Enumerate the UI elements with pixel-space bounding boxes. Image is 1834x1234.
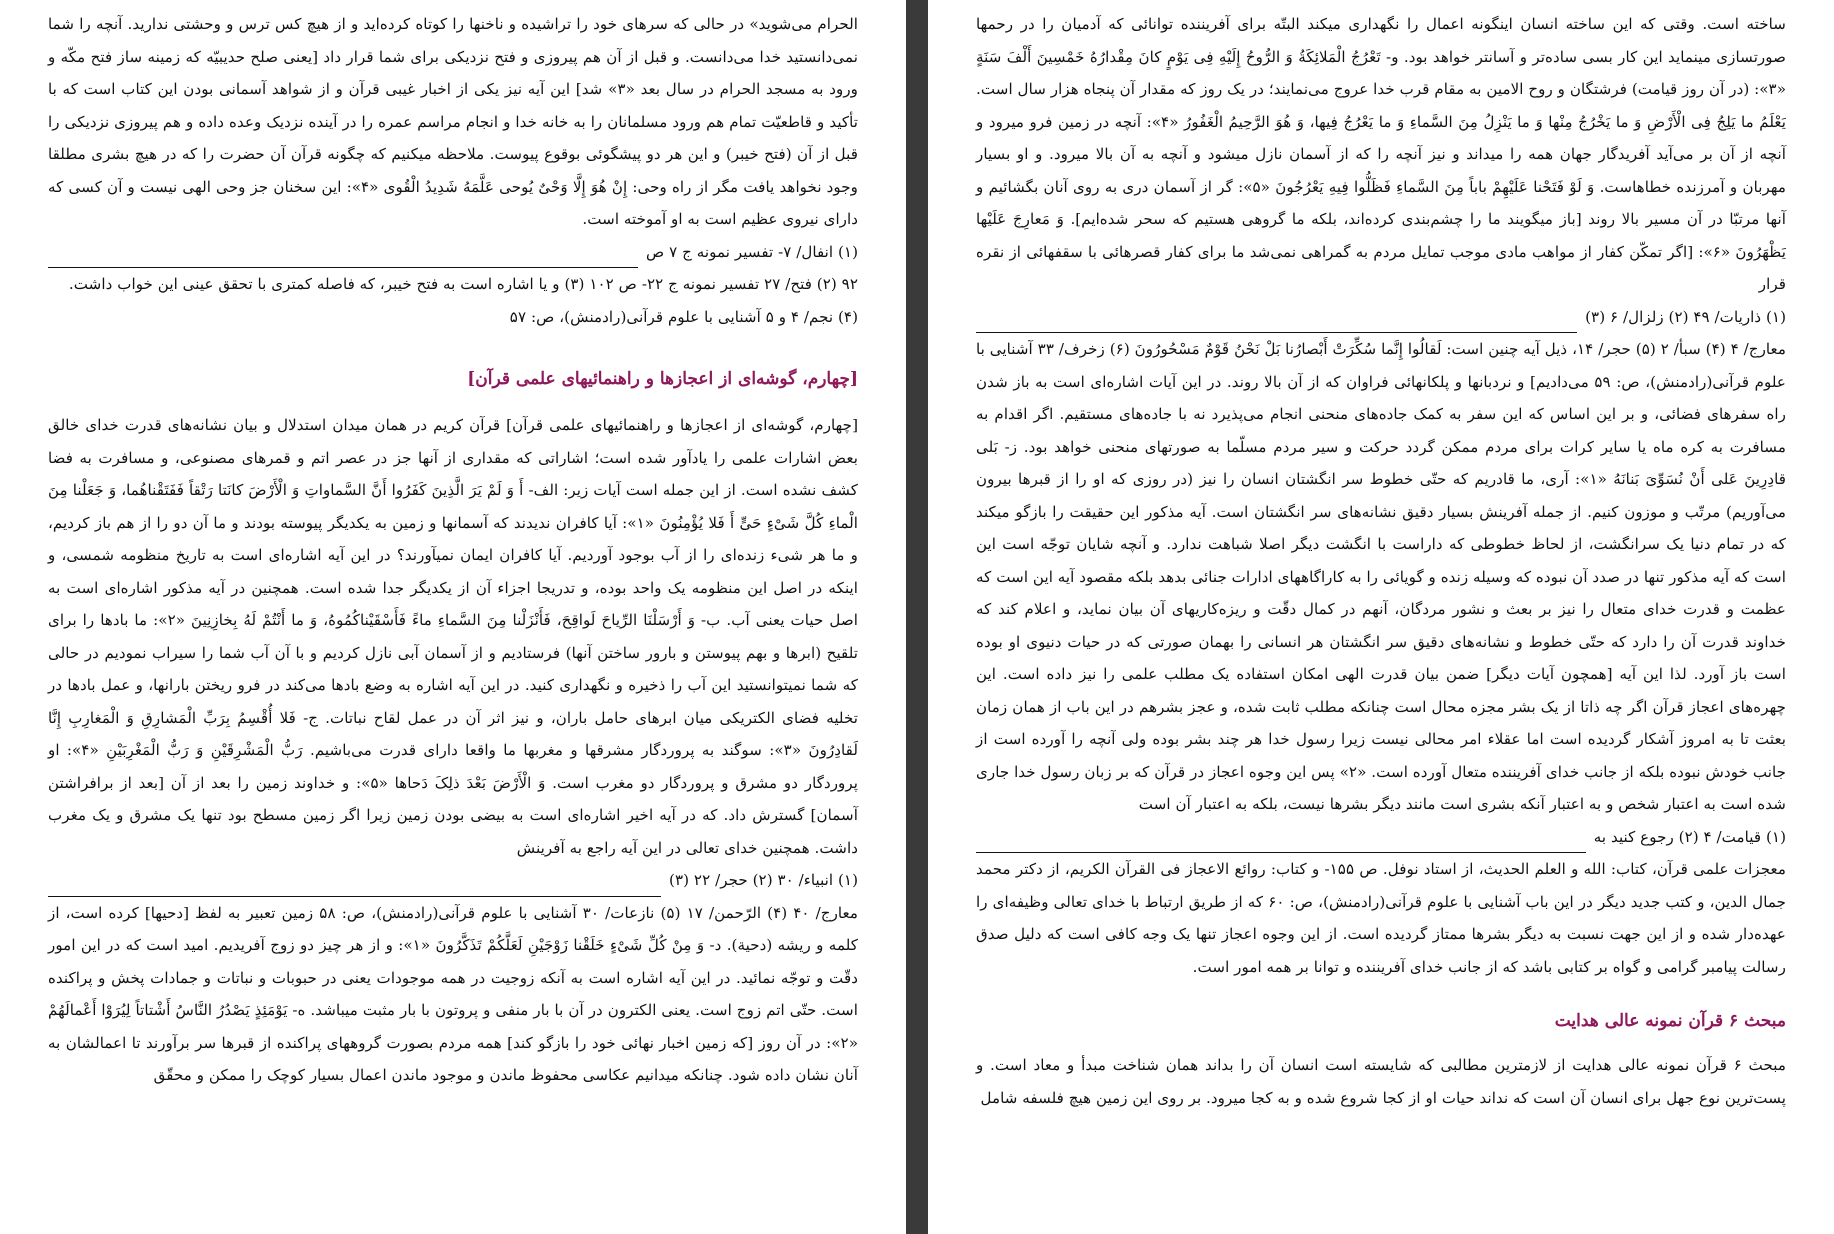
right-section-heading: مبحث ۶ قرآن نمونه عالی هدایت [1554,1011,1786,1031]
left-footnote-rule-1 [48,236,858,269]
left-page [0,0,906,1234]
footnote-divider [976,834,1586,853]
left-footnote-3: (۴) نجم/ ۴ و ۵ آشنایی با علوم قرآنی(رادمنش)، ص: ۵۷ [509,307,858,326]
left-paragraph-top: الحرام می‌شوید» در حالی که سرهای خود را تراشیده و ناخنها را کوتاه کرده‌اید و از هیچ کس ترس و وحشتی ندارید. آنچه را شما نمی‌دانستید خدا می‌دانست. و قبل از آن هم پیروزی و فتح نزدیکی برای شما قرار داد [یعنی صلح حدیبیّه که زمینه ساز فتح مکّه و ورود به مسجد الحرام در سال بعد «۳» شد] این آیه نیز یکی از اخبار غیبی قرآن و از شواهد آسمانی بودن این کتاب است که با تأکید و قاطعیّت تمام هم ورود مسلمانان را به خانه خدا و انجام مراسم عمره را در آینده نزدیک وعده داده و هم پیروزی نزدیکی را قبل از آن (فتح خیبر) و این هر دو پیشگوئی بوقوع پیوست. ملاحظه میکنیم که چگونه قرآن آن حضرت را که در هیچ بشری مطلقا وجود نخواهد یافت مگر از راه وحی: إِنْ هُوَ إِلَّا وَحْیٌ یُوحی عَلَّمَهُ شَدِیدُ الْقُوی «۴»: این سخنان جز وحی الهی نیست و آن کسی که دارای نیروی عظیم است به او آموخته است. [48,15,858,228]
left-footnote-1: (۱) انفال/ ۷- تفسیر نمونه ج ۷ ص [645,242,858,261]
left-page-content [48,8,858,1234]
right-body-3: معجزات علمی قرآن، کتاب: الله و العلم الحدیث، از استاد نوفل. ص ۱۵۵- و کتاب: روائع الاعجاز فی القرآن الکریم، از دکتر محمد جمال الدین، و کتب جدید دیگر در این باب آشنایی با علوم قرآنی(رادمنش)، ص: ۶۰ که از طریق ارتباط با خدای تعالی وظیفه‌ای را عهده‌دار شده و از این جهت نسبت به دیگر بشرها ممتاز گردیده است. از این وجوه اعجاز تنها یک وجه کافی است که دلیل صدق رسالت پیامبر گرامی و گواه بر کتابی باشد که از جانب خدای آفریننده و توانا بر همه امور است. [976,860,1786,976]
right-footnote-rule-2 [976,821,1786,854]
right-page-content [976,8,1786,1234]
left-section-heading: [چهارم، گوشه‌ای از اعجازها و راهنمائیهای علمی قرآن] [467,369,858,389]
footnote-divider [48,878,661,897]
left-body: [چهارم، گوشه‌ای از اعجازها و راهنمائیهای علمی قرآن] قرآن کریم در همان میدان استدلال و بیان نشانه‌های قدرت خدای خالق بعض اشارات علمی را یادآور شده است؛ اشاراتی که مقداری از آنها جز در عصر اتم و قمرهای مصنوعی، و مسافرت به فضا کشف نشده است. از این جمله است آیات زیر: الف- أَ وَ لَمْ یَرَ الَّذِینَ کَفَرُوا أَنَّ السَّماواتِ وَ الْأَرْضَ کانَتا رَتْقاً فَفَتَقْناهُما، وَ جَعَلْنا مِنَ الْماءِ کُلَّ شَیْءٍ حَیٍّ أَ فَلا یُؤْمِنُونَ «۱»: آیا کافران ندیدند که آسمانها و زمین به یکدیگر پیوسته بودند و ما آن دو را از هم باز کردیم، و ما هر شیء زنده‌ای را از آب بوجود آوردیم. آیا کافران ایمان نمیآورند؟ در این آیه اشاره‌ای است به تاریخ منظومه شمسی، و اینکه در اصل این منظومه یک واحد بوده، و تدریجا اجزاء آن از یکدیگر جدا شده است. همچنین در آیه مذکور اشاره‌ای است به اصل حیات یعنی آب. ب- وَ أَرْسَلْنَا الرِّیاحَ لَواقِحَ، فَأَنْزَلْنا مِنَ السَّماءِ ماءً فَأَسْقَیْناکُمُوهُ، وَ ما أَنْتُمْ لَهُ بِخازِنِینَ «۲»: ما بادها را برای تلقیح (ابرها و بهم پیوستن و بارور ساختن آنها) فرستادیم و از آسمان آبی نازل کردیم و با آن آب شما را سیراب نمودیم در حالی که شما نمیتوانستید این آب را ذخیره و نگهداری کنید. در این آیه اشاره به وضع بادها می‌کند در فرو ریختن بارانها، و عمل بادها در تخلیه فضای الکتریکی میان ابرهای حامل باران، و نیز اثر آن در عمل لقاح نباتات. ج- فَلا أُقْسِمُ بِرَبِّ الْمَشارِقِ وَ الْمَغارِبِ إِنَّا لَقادِرُونَ «۳»: سوگند به پروردگار مشرقها و مغربها ما واقعا دارای قدرت می‌باشیم. رَبُّ الْمَشْرِقَیْنِ وَ رَبُّ الْمَغْرِبَیْنِ «۴»: او پروردگار دو مشرق و پروردگار دو مغرب است. وَ الْأَرْضَ بَعْدَ ذلِکَ دَحاها «۵»: و خداوند زمین را بعد از آن [بعد از برافراشتن آسمان] گسترش داد. که در آیه اخیر اشاره‌ای است به بیضی بودن زمین زیرا اگر زمین مسطح بود تنها یک مشرق و یک مغرب داشت. همچنین خدای تعالی در این آیه راجع به آفرینش [48,416,859,857]
right-footnote-rule-1 [976,301,1786,334]
page-gutter [906,0,928,1234]
right-footnote-2: (۱) قیامت/ ۴ (۲) رجوع کنید به [1593,827,1786,846]
footnote-divider [976,314,1577,333]
right-body-4: مبحث ۶ قرآن نمونه عالی هدایت از لازمترین مطالبی که شایسته است انسان آن را بداند همان شناخت مبدأ و معاد است. و پست‌ترین نوع جهل برای انسان آن است که نداند حیات او از کجا شروع شده و به کجا میرود. بر روی این زمین هیچ فلسفه شامل [976,1056,1786,1107]
right-body-1: ساخته است. وقتی که این ساخته انسان اینگونه اعمال را نگهداری میکند البتّه برای آفریننده توانائی که آدمیان را در رحمها صورتسازی مینماید این کار بسی ساده‌تر و آسانتر خواهد بود. و- تَعْرُجُ الْمَلائِکَةُ وَ الرُّوحُ إِلَیْهِ فِی یَوْمٍ کانَ مِقْدارُهُ خَمْسِینَ أَلْفَ سَنَةٍ «۳»: (در آن روز قیامت) فرشتگان و روح الامین به مقام قرب خدا عروج می‌نمایند؛ در یک روز که مقدار آن پنجاه هزار سال است. یَعْلَمُ ما یَلِجُ فِی الْأَرْضِ وَ ما یَخْرُجُ مِنْها وَ ما یَنْزِلُ مِنَ السَّماءِ وَ ما یَعْرُجُ فِیها، وَ هُوَ الرَّحِیمُ الْغَفُورُ «۴»: آنچه در زمین فرو میرود و آنچه از آن بر می‌آید آفریدگار جهان همه را میداند و نیز آنچه را که از آسمان نازل میشود و آنچه به آن بالا میرود. و او بسیار مهربان و آمرزنده خطاهاست. وَ لَوْ فَتَحْنا عَلَیْهِمْ باباً مِنَ السَّماءِ فَظَلُّوا فِیهِ یَعْرُجُونَ «۵»: گر از آسمان دری به روی آنان بگشائیم و آنها مرتبّا در آن مسیر بالا روند [باز میگویند ما را چشم‌بندی کرده‌اند، بلکه ما گروهی هستیم که سحر شده‌ایم]. وَ مَعارِجَ عَلَیْها یَظْهَرُونَ «۶»: [اگر تمکّن کفار از مواهب مادی موجب تمایل مردم به گمراهی نمی‌شد ما برای کفار قصرهائی با سقفهائی از نقره قرار [976,15,1787,293]
right-body-2: معارج/ ۴ (۴) سبأ/ ۲ (۵) حجر/ ۱۴، ذیل آیه چنین است: لَقالُوا إِنَّما سُکِّرَتْ أَبْصارُنا بَلْ نَحْنُ قَوْمٌ مَسْحُورُونَ (۶) زخرف/ ۳۳ آشنایی با علوم قرآنی(رادمنش)، ص: ۵۹ می‌دادیم] و نردبانها و پلکانهائی فراوان که از آن بالا روند. در این آیات اشاره‌ای است به باز شدن راه سفرهای فضائی، و بر این اساس که این سفر به کمک جاده‌های منحنی انجام می‌پذیرد نه با جاده‌های مستقیم. اگر اقدام به مسافرت به کره ماه یا سایر کرات برای مردم ممکن گردد حرکت و سیر مردم مسلّما به صورتهای منحنی خواهد بود. ز- بَلی قادِرِینَ عَلی أَنْ نُسَوِّیَ بَنانَهُ «۱»: آری، ما قادریم که حتّی خطوط سر انگشتان انسان را نیز (در روزی که او را از قبرها بیرون می‌آوریم) مرتّب و موزون کنیم. از جمله آفرینش بسیار دقیق نشانه‌های سر انگشتان است. آیه مذکور این حقیقت را بازگو میکند که در تمام دنیا یک سرانگشت، از لحاظ خطوطی که داراست با انگشت دیگر اصلا شباهت ندارد. و آنچه شایان توجّه است این است که آیه مذکور تنها در صدد آن نبوده که وسیله زنده و گویائی را به کاراگاههای ادارات جنائی بدهد بلکه مقصود آیه این است که عظمت و قدرت خدای متعال را نیز بر بعث و نشور مردگان، آنهم در کمال دقّت و ریزه‌کاریهای آن بیان نماید، و اعلام کند که خداوند قدرت آن را دارد که حتّی خطوط و نشانه‌های دقیق سر انگشتان هر انسانی را بهمان صورتی که در حیات دنیوی او بوده است باز آورد. لذا این آیه [همچون آیات دیگر] ضمن بیان قدرت الهی امکان استفاده یک مطلب علمی را نیز داده است. این چهره‌های اعجاز قرآن اگر چه ذاتا از یک بشر مجزه محال است چنانکه مطلب ثابت شده، و عجز بشرهم در این باب از همان زمان بعثت تا به امروز آشکار گردیده است اما عقلاء امر محالی نیست زیرا رسول خدا هر چند بشر بوده ولی آنچه را آورده است از جانب خودش نبوده بلکه از جانب خدای آفریننده متعال آورده است. «۲» پس این وجوه اعجاز در قرآن که بر زبان رسول خدا جاری شده است به اعتبار شخص و به اعتبار آنکه بشری است مانند دیگر بشرها نیست، بلکه به اعتبار آن است [976,340,1787,813]
left-footnote-2: ۹۲ (۲) فتح/ ۲۷ تفسیر نمونه ج ۲۲- ص ۱۰۲ (۳) و یا اشاره است به فتح خیبر، که فاصله کمتری با تحقق عینی این خواب داشت. [68,275,858,293]
left-footnote-4: (۱) انبیاء/ ۳۰ (۲) حجر/ ۲۲ (۳) [669,871,858,889]
left-body-2: معارج/ ۴۰ (۴) الرّحمن/ ۱۷ (۵) نازعات/ ۳۰ آشنایی با علوم قرآنی(رادمنش)، ص: ۵۸ زمین تعبیر به لفظ [دحیها] کرده است، از کلمه و ریشه (دحیة). د- وَ مِنْ کُلِّ شَیْءٍ خَلَقْنا زَوْجَیْنِ لَعَلَّکُمْ تَذَکَّرُونَ «۱»: و از هر چیز دو زوج آفریدیم. امید است که در این امور دقّت و توجّه نمائید. در این آیه اشاره است به آنکه زوجیت در همه موجودات یعنی در حبوبات و نباتات و جمادات پخش و پراکنده است. حتّی اتم زوج است. یعنی الکترون در آن با بار منفی و پروتون با بار مثبت میباشد. ه- یَوْمَئِذٍ یَصْدُرُ النَّاسُ أَشْتاتاً لِیُرَوْا أَعْمالَهُمْ «۲»: در آن روز [که زمین اخبار نهائی خود را بازگو کند] همه مردم بصورت گروههای پراکنده از قبرها سر برآورند تا اعمالشان به آنان نشان داده شود. چنانکه میدانیم عکاسی محفوظ ماندن و موجود ماندن اعمال بسیار کوچک را ممکن و محقّق [48,903,859,1084]
right-page [928,0,1834,1234]
right-footnote-1: (۱) ذاریات/ ۴۹ (۲) زلزال/ ۶ (۳) [1585,307,1786,326]
left-footnote-rule-2 [48,864,858,897]
footnote-divider [48,249,638,268]
